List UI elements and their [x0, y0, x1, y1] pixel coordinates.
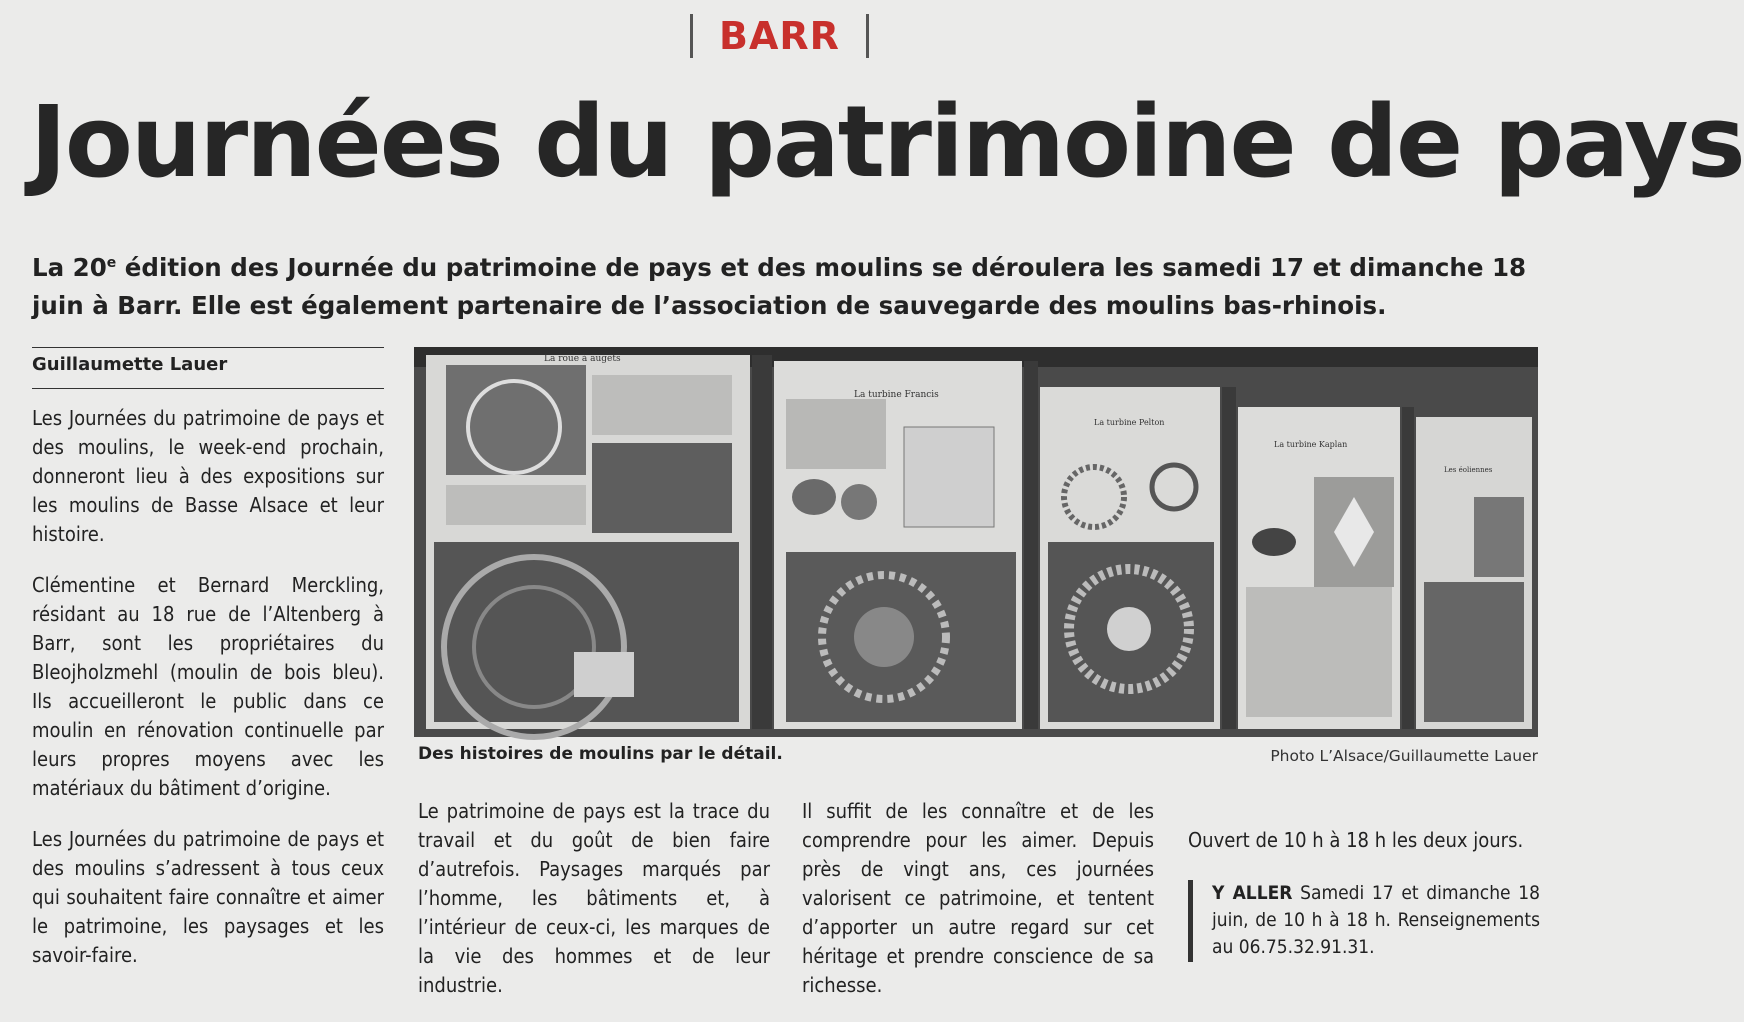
article-column-4 [1188, 826, 1540, 877]
rubric-label: BARR [719, 14, 840, 58]
lead-part2: édition des Journée du patrimoine de pays et des moulins se déroulera les samedi 17 et dimanche 18 juin à Barr. Elle est également partenaire de l’association de sauvegarde des moulins bas-rhinois. [32, 253, 1527, 321]
rubric-bar-left [690, 14, 693, 58]
byline-rule-bottom [32, 388, 384, 389]
exhibit-panel-4 [1238, 407, 1400, 729]
exhibit-panel-3 [1040, 387, 1220, 729]
panel-title-3: La turbine Pelton [1094, 418, 1165, 427]
panel-title-2: La turbine Francis [854, 390, 939, 400]
col4-paragraph: Ouvert de 10 h à 18 h les deux jours. [1188, 828, 1524, 852]
lead-paragraph [32, 244, 1542, 325]
article-column-3 [802, 797, 1154, 1022]
panel-title-5: Les éoliennes [1444, 466, 1493, 474]
photo-caption: Des histoires de moulins par le détail. [418, 744, 783, 764]
panel-title-4: La turbine Kaplan [1274, 440, 1348, 449]
byline-rule-top [32, 347, 384, 348]
panel-title-1: La roue à augets [544, 354, 621, 364]
info-box [1188, 880, 1540, 961]
photo-illustration [414, 347, 1538, 737]
info-box-bar [1188, 880, 1193, 962]
info-label: Y ALLER [1212, 882, 1293, 904]
col1-paragraph-1: Les Journées du patrimoine de pays et des moulins, le week-end prochain, donneront lieu à des expositions sur les moulins de Basse Alsace et leur histoire. [32, 406, 384, 546]
article-photo [414, 347, 1538, 737]
exhibit-panel-1 [426, 353, 750, 737]
byline: Guillaumette Lauer [32, 354, 228, 375]
headline: Journées du patrimoine de pays [30, 85, 1744, 200]
lead-superscript: e [106, 255, 117, 271]
col3-paragraph: Il suffit de les connaître et de les comprendre pour les aimer. Depuis près de vingt ans, ces journées valorisent ce patrimoine, et tentent d’apporter un autre regard sur cet héritage et prendre conscience de sa richesse. [802, 799, 1154, 997]
col1-paragraph-3: Les Journées du patrimoine de pays et des moulins s’adressent à tous ceux qui souhaitent faire connaître et aimer le patrimoine, les paysages et les savoir-faire. [32, 827, 384, 967]
rubric-bar-right [866, 14, 869, 58]
exhibit-panel-2 [774, 361, 1022, 729]
info-text [1212, 880, 1540, 961]
section-rubric [0, 14, 1559, 74]
article-column-2 [418, 797, 770, 1022]
col1-paragraph-2: Clémentine et Bernard Merckling, résidant au 18 rue de l’Altenberg à Barr, sont les propriétaires du Bleojholzmehl (moulin de bois bleu). Ils accueilleront le public dans ce moulin en rénovation continuelle par leurs propres moyens avec les matériaux du bâtiment d’origine. [32, 573, 384, 800]
col2-paragraph: Le patrimoine de pays est la trace du travail et du goût de bien faire d’autrefois. Paysages marqués par l’homme, les bâtiments et, à l’intérieur de ceux-ci, les marques de la vie des hommes et de leur industrie. [418, 799, 770, 997]
lead-part1: La 20 [32, 253, 107, 283]
info-details: Samedi 17 et dimanche 18 juin, de 10 h à 18 h. Renseignements au 06.75.32.91.31. [1212, 882, 1540, 958]
article-column-1 [32, 404, 384, 992]
exhibit-panel-5 [1416, 417, 1532, 729]
photo-credit: Photo L’Alsace/Guillaumette Lauer [1270, 747, 1538, 765]
